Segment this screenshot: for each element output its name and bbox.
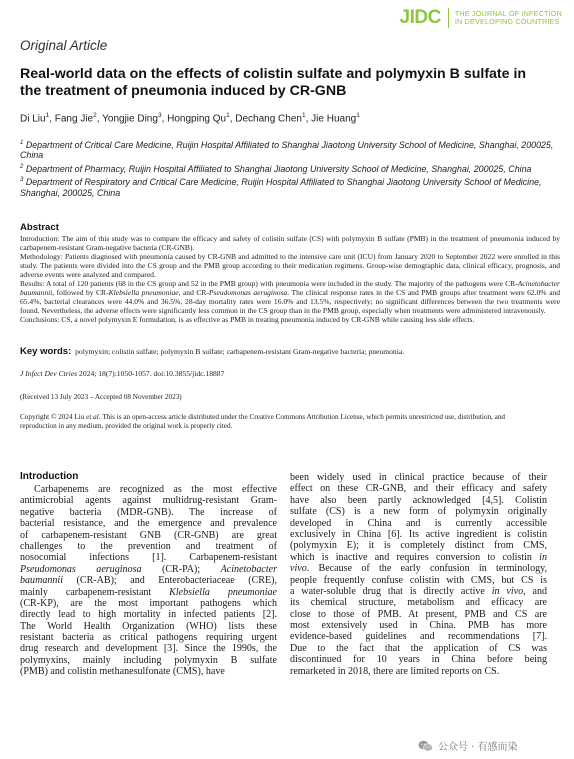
text-line: mainly carbapenem-resistant Klebsiella pneumoniae — [20, 586, 277, 598]
wechat-icon — [418, 740, 433, 752]
author-name[interactable]: Di Liu — [20, 113, 46, 125]
article-title: Real-world data on the effects of colistin sulfate and polymyxin B sulfate in the treatment of pneumonia induced by CR-GNB — [20, 66, 527, 99]
introduction-left-column — [20, 484, 277, 678]
author-name[interactable]: Jie Huang — [311, 113, 357, 125]
citation-details[interactable]: 2024; 18(7):1050-1057. doi:10.3855/jidc.18887 — [77, 369, 225, 378]
affiliation-text: Department of Pharmacy, Ruijin Hospital Affiliated to Shanghai Jiaotong University School of Medicine, Shanghai, 200025, China — [25, 163, 532, 174]
text-line: most extensively used in China. PMB has more — [290, 620, 547, 632]
results-text: . The clinical response rates in the CS and PMB groups after treatment were 62.0% and 65.4%, bacterial clearances were 44.0% and 36.5%, 28-day mortality rates were 16.0% and 13.5%, respectively; no significant differences between the two treatments were found. Nevertheless, the adverse effects were significantly less common in the CS group than in the PMB group, especially when treatments were administered intravenously. — [20, 288, 560, 315]
text-line: drug research and development [3]. Since the 1990s, the — [20, 643, 277, 655]
author-name[interactable]: Hongping Qu — [167, 113, 227, 125]
author-affil-sup: 1 — [226, 112, 230, 119]
introduction-right-column — [290, 472, 547, 677]
text-line: effect on these CR-GNB, and their efficacy and safety — [290, 483, 547, 495]
text-line: Due to the fact that the application of CS was — [290, 642, 547, 654]
text-line: negative bacteria (MDR-GNB). The increase of — [20, 506, 277, 518]
results-organism: Klebsiella pneumoniae — [108, 288, 179, 297]
text-line: (polymyxin E); it is completely distinct from CMS, — [290, 540, 547, 552]
keywords-label: Key words: — [20, 346, 72, 357]
text-line: polymyxins, mainly including polymyxin B sulfate — [20, 654, 277, 666]
logo-line-1: THE JOURNAL OF INFECTION — [454, 8, 562, 18]
copyright-text: This is an open-access article distributed under the Creative Commons Attribution License, which permits unrestricted use, distribution, and reproduction in any medium, provided the original work is properly cited. — [20, 413, 506, 430]
abstract-conclusions: Conclusions: CS, a novel polymyxin E formulation, is as effective as PMB in treating pneumonia induced by CR-GNB while causing less side effects. — [20, 315, 475, 324]
results-organism: Pseudomonas aeruginosa — [208, 288, 288, 297]
abstract-body — [20, 234, 560, 324]
received-accepted-dates: (Received 13 July 2023 – Accepted 08 November 2023) — [20, 393, 182, 401]
abstract-heading: Abstract — [20, 222, 59, 233]
results-organism: Acinetobacter baumannii — [20, 279, 560, 297]
author-affil-sup: 1 — [45, 112, 50, 119]
text-line: antimicrobial agents against multidrug-resistant Gram- — [20, 495, 277, 507]
text-line: Carbapenems are recognized as the most effective — [34, 484, 277, 495]
author-affil-sup: 2 — [93, 112, 97, 119]
affiliation-sup: 3 — [20, 177, 24, 184]
text-line: resistant bacteria as critical pathogens requiring urgent — [20, 632, 277, 644]
affiliation — [20, 138, 560, 161]
text-line: discontinued for 10 years in China before being — [290, 654, 547, 666]
text-line: a water-soluble drug that is directly active in vivo, and — [290, 585, 548, 597]
abstract-results — [20, 279, 560, 315]
citation — [20, 369, 224, 378]
text-line: sulfate (CS) is a new form of polymyxin originally — [290, 506, 547, 518]
affiliation — [20, 175, 560, 198]
affiliation-text: Department of Respiratory and Critical Care Medicine, Ruijin Hospital Affiliated to Shanghai Jiaotong University School of Medicine, Shanghai, 200025, China — [20, 177, 542, 198]
text-line: The World Health Organization (WHO) lists these — [20, 620, 277, 632]
author-affil-sup: 1 — [356, 112, 360, 119]
introduction-heading: Introduction — [20, 471, 79, 482]
text-line: have also been partly acknowledged [4,5]. Colistin — [290, 494, 547, 506]
text-line: (CR-KP), are the most important pathogens which — [20, 597, 277, 609]
text-line: challenges to the prevention and treatment of — [20, 540, 277, 552]
affiliation-list — [20, 138, 560, 199]
abstract-methodology: Methodology: Patients diagnosed with pneumonia caused by CR-GNB and admitted to the intensive care unit (ICU) from January 2020 to September 2022 were enrolled in this study. The patients were divided into the CS group and the PMB group according to their medication regimens. Group-wise demographic data, clinical efficacy, prognosis, and adverse events were analyzed and compared. — [20, 252, 560, 279]
text-line: (PMB) and colistin methanesulfonate (CMS), have — [20, 666, 225, 678]
author-name[interactable]: Dechang Chen — [235, 113, 302, 125]
text-line: its chemical structure, metabolism and efficacy are — [290, 597, 547, 609]
text-line: which is inactive and requires conversion to colistin in — [290, 551, 547, 563]
results-text: , followed by CR- — [52, 288, 109, 297]
author-affil-sup: 3 — [157, 112, 162, 119]
text-line: evidence-based guidelines and recommendations [7]. — [290, 631, 547, 643]
journal-logo — [400, 8, 562, 28]
author-list: Di Liu$^1$, Fang Jie$^2$, Yongjie Ding$^3$, Hongping Qu$^1$, Dechang Chen$^1$, Jie Huang$^1$ — [20, 112, 360, 125]
author-affil-sup: 1 — [301, 112, 306, 119]
text-line: been widely used in clinical practice because of their — [290, 472, 547, 483]
abstract-introduction: Introduction: The aim of this study was to compare the efficacy and safety of colistin sulfate (CS) with polymyxin B sulfate (PMB) in the treatment of pneumonia induced by carbapenem-resistant Gram-negative bacteria (CR-GNB). — [20, 234, 560, 252]
copyright-notice — [20, 413, 540, 431]
logo-text — [449, 10, 562, 27]
text-line: bacterial resistance, and the emergence and prevalence — [20, 518, 277, 530]
logo-mark: JIDC — [400, 8, 449, 28]
author-name[interactable]: Fang Jie — [54, 113, 94, 125]
copyright-etal: et al. — [86, 413, 101, 421]
text-line: close to those of PMB. At present, PMB and CS are — [290, 608, 547, 620]
affiliation — [20, 162, 560, 174]
text-line: of carbapenem-resistant GNB (CR-GNB) are great — [20, 529, 277, 541]
text-line: directly lead to high mortality in infected patients [2]. — [20, 609, 277, 621]
text-line: developed in China and is currently accessible — [290, 517, 547, 529]
affiliation-sup: 2 — [20, 163, 24, 170]
affiliation-text: Department of Critical Care Medicine, Ruijin Hospital Affiliated to Shanghai Jiaotong University School of Medicine, Shanghai, 200025, China — [20, 139, 554, 161]
text-line: remarketed in 2018, there are limited reports on CS. — [290, 665, 500, 677]
logo-line-2: IN DEVELOPING COUNTRIES — [454, 17, 560, 26]
text-line: exclusively in China [6]. Its active ingredient is colistin — [290, 528, 547, 540]
citation-journal: J Infect Dev Ctries — [20, 369, 78, 378]
author-name[interactable]: Yongjie Ding — [102, 113, 158, 125]
article-type: Original Article — [20, 38, 108, 53]
watermark-text: 公众号 · 有感而染 — [438, 742, 518, 753]
text-line: baumannii (CR-AB); and Enterobacteriaceae (CRE), — [20, 575, 277, 587]
text-line: Pseudomonas aeruginosa (CR-PA); Acinetobacter — [20, 563, 277, 575]
text-line: people frequently confuse colistin with CMS, but CS is — [290, 574, 547, 586]
affiliation-sup: 1 — [20, 140, 24, 146]
results-text: , and CR- — [178, 288, 209, 297]
text-line: nosocomial infections [1]. Carbapenem-resistant — [20, 552, 277, 564]
text-line: vivo. Because of the early confusion in terminology, — [290, 563, 547, 575]
keywords — [20, 346, 560, 357]
copyright-text: Copyright © 2024 Liu — [20, 413, 87, 421]
results-text: Results: A total of 120 patients (68 in the CS group and 52 in the PMB group) with pneumonia were included in the study. The majority of the pathogens were CR- — [20, 279, 518, 288]
keywords-text: polymyxin; colistin sulfate; polymyxin B sulfate; carbapenem-resistant Gram-negative bacteria; pneumonia. — [75, 347, 405, 356]
wechat-watermark — [418, 738, 518, 753]
